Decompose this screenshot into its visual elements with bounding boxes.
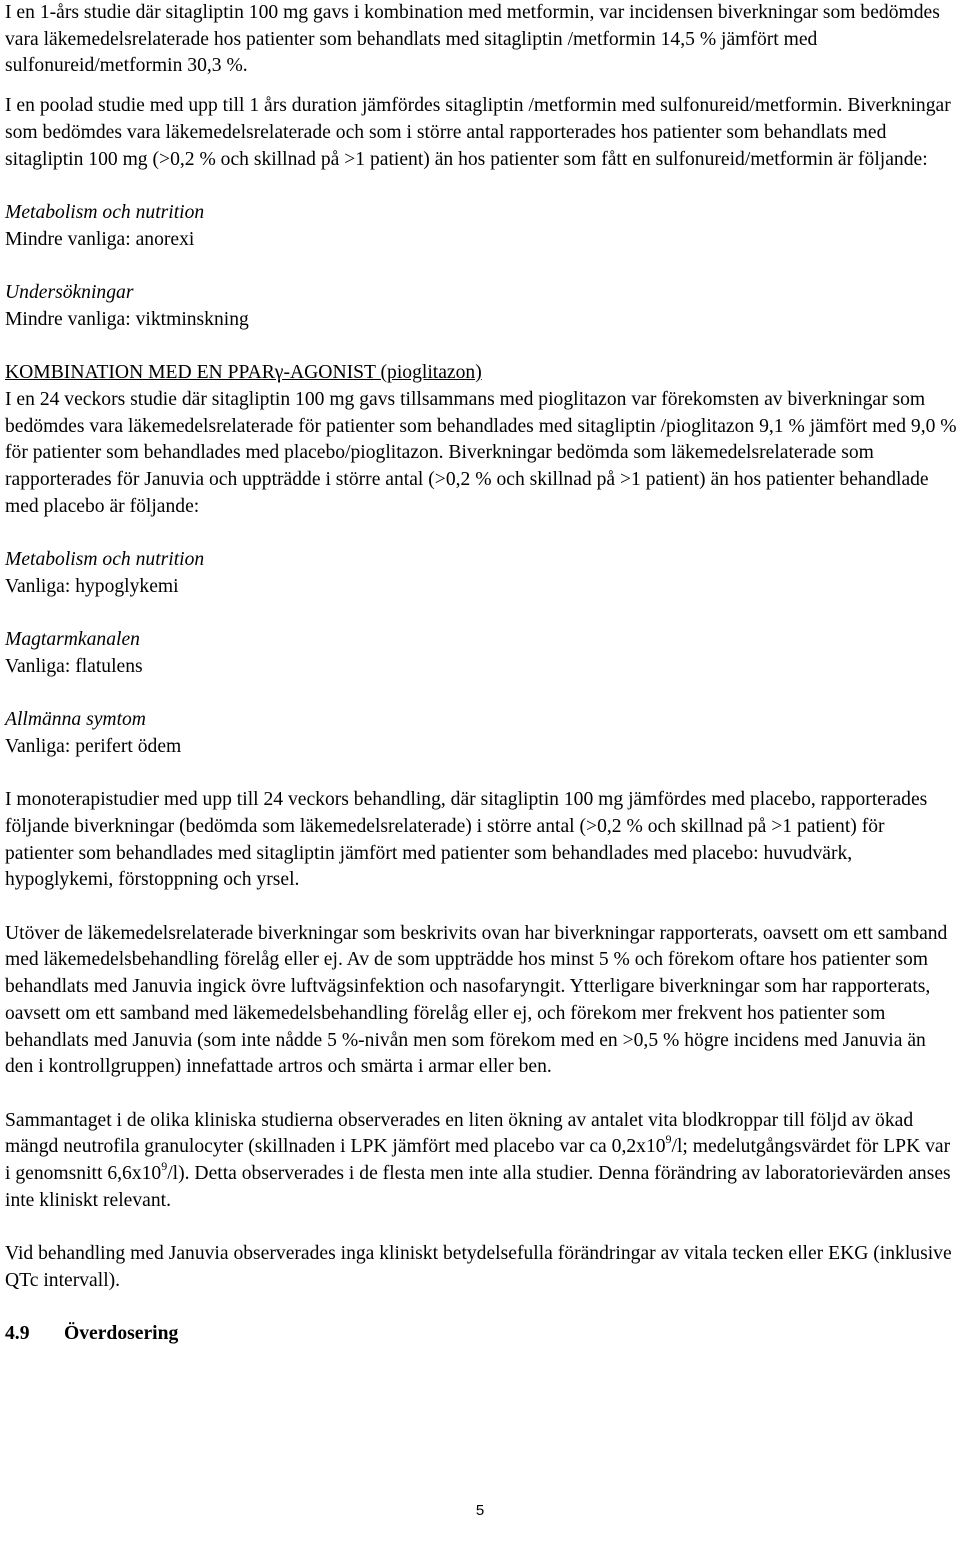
category-item: Vanliga: perifert ödem [5, 735, 182, 757]
superscript: 9 [665, 1131, 672, 1146]
category-heading: Metabolism och nutrition [5, 549, 205, 570]
paragraph-monotherapy: I monoterapistudier med upp till 24 veckors behandling, där sitagliptin 100 mg jämfördes med placebo, rapporterades följande biverkningar (bedömda som läkemedelsrelaterade) i större antal (>0,2 % och skillnad på >1 patient) för patienter som behandlades med sitagliptin jämfört med patienter som behandlades med placebo: huvudvärk, hypoglykemi, förstoppning och yrsel. [5, 789, 928, 891]
document-body [5, 0, 957, 1348]
category-item: Vanliga: flatulens [5, 655, 143, 677]
section-title: Överdosering [64, 1323, 179, 1345]
category-heading: Metabolism och nutrition [5, 201, 205, 223]
category-item: Mindre vanliga: viktminskning [5, 308, 249, 330]
category-heading: Allmänna symtom [5, 709, 146, 731]
section-heading [5, 1321, 957, 1348]
section-number: 4.9 [5, 1323, 30, 1345]
text-fragment: /l; medelutgångsvärdet för LPK var i genomsnitt 6,6x10 [5, 1136, 951, 1185]
paragraph-vital-signs: Vid behandling med Januvia observerades inga kliniskt betydelsefulla förändringar av vitala tecken eller EKG (inklusive QTc intervall). [5, 1243, 952, 1291]
category-item: Vanliga: hypoglykemi [5, 575, 179, 597]
paragraph-white-blood-cells [5, 1108, 957, 1215]
text-fragment: Sammantaget i de olika kliniska studierna observerades en liten ökning av antalet vita blodkroppar till följd av ökad mängd neutrofila granulocyter (skillnaden i LPK jämfört med placebo var ca 0,2x10 [5, 1109, 914, 1158]
category-heading: Undersökningar [5, 282, 134, 303]
page-number: 5 [475, 1502, 485, 1519]
paragraph-pooled-study: I en poolad studie med upp till 1 års duration jämfördes sitagliptin /metformin med sulfonureid/metformin. Biverkningar som bedömdes vara läkemedelsrelaterade och som i större antal rapporterades hos patienter som behandlats med sitagliptin 100 mg (>0,2 % och skillnad på >1 patient) än hos patienter som fått en sulfonureid/metformin är följande: [5, 95, 951, 170]
category-item: Mindre vanliga: anorexi [5, 228, 195, 250]
category-heading: Magtarmkanalen [5, 629, 140, 651]
paragraph-pioglitazone-study: I en 24 veckors studie där sitagliptin 100 mg gavs tillsammans med pioglitazon var förekomsten av biverkningar som bedömdes vara läkemedelsrelaterade för patienter som behandlades med sitagliptin /pioglitazon 9,1 % jämfört med 9,0 % för patienter som behandlades med placebo/pioglitazon. Biverkningar bedömda som läkemedelsrelaterade som rapporterades för Januvia och uppträdde i större antal (>0,2 % och skillnad på >1 patient) än hos patienter behandlade med placebo är följande: [5, 388, 957, 517]
text-fragment: /l). Detta observerades i de flesta men inte alla studier. Denna förändring av laboratorievärden anses inte kliniskt relevant. [5, 1163, 951, 1211]
paragraph-additional-adverse-events: Utöver de läkemedelsrelaterade biverkningar som beskrivits ovan har biverkningar rapporterats, oavsett om ett samband med läkemedelsbehandling förelåg eller ej. Av de som uppträdde hos minst 5 % och förekom oftare hos patienter som behandlats med Januvia ingick övre luftvägsinfektion och nasofaryngit. Ytterligare biverkningar som har rapporterats, oavsett om ett samband med läkemedelsbehandling förelåg eller ej, och förekom mer frekvent hos patienter som behandlats med Januvia (som inte nådde 5 %-nivån men som förekom med en >0,5 % högre incidens med Januvia än den i kontrollgruppen) innefattade artros och smärta i armar eller ben. [5, 922, 948, 1078]
combination-subheading: KOMBINATION MED EN PPARγ-AGONIST (pioglitazon) [5, 362, 482, 384]
superscript: 9 [161, 1158, 168, 1173]
paragraph-sitagliptin-metformin-incidence: I en 1-års studie där sitagliptin 100 mg gavs i kombination med metformin, var incidensen biverkningar som bedömdes vara läkemedelsrelaterade hos patienter som behandlats med sitagliptin /metformin 14,5 % jämfört med sulfonureid/metformin 30,3 %. [5, 2, 940, 77]
